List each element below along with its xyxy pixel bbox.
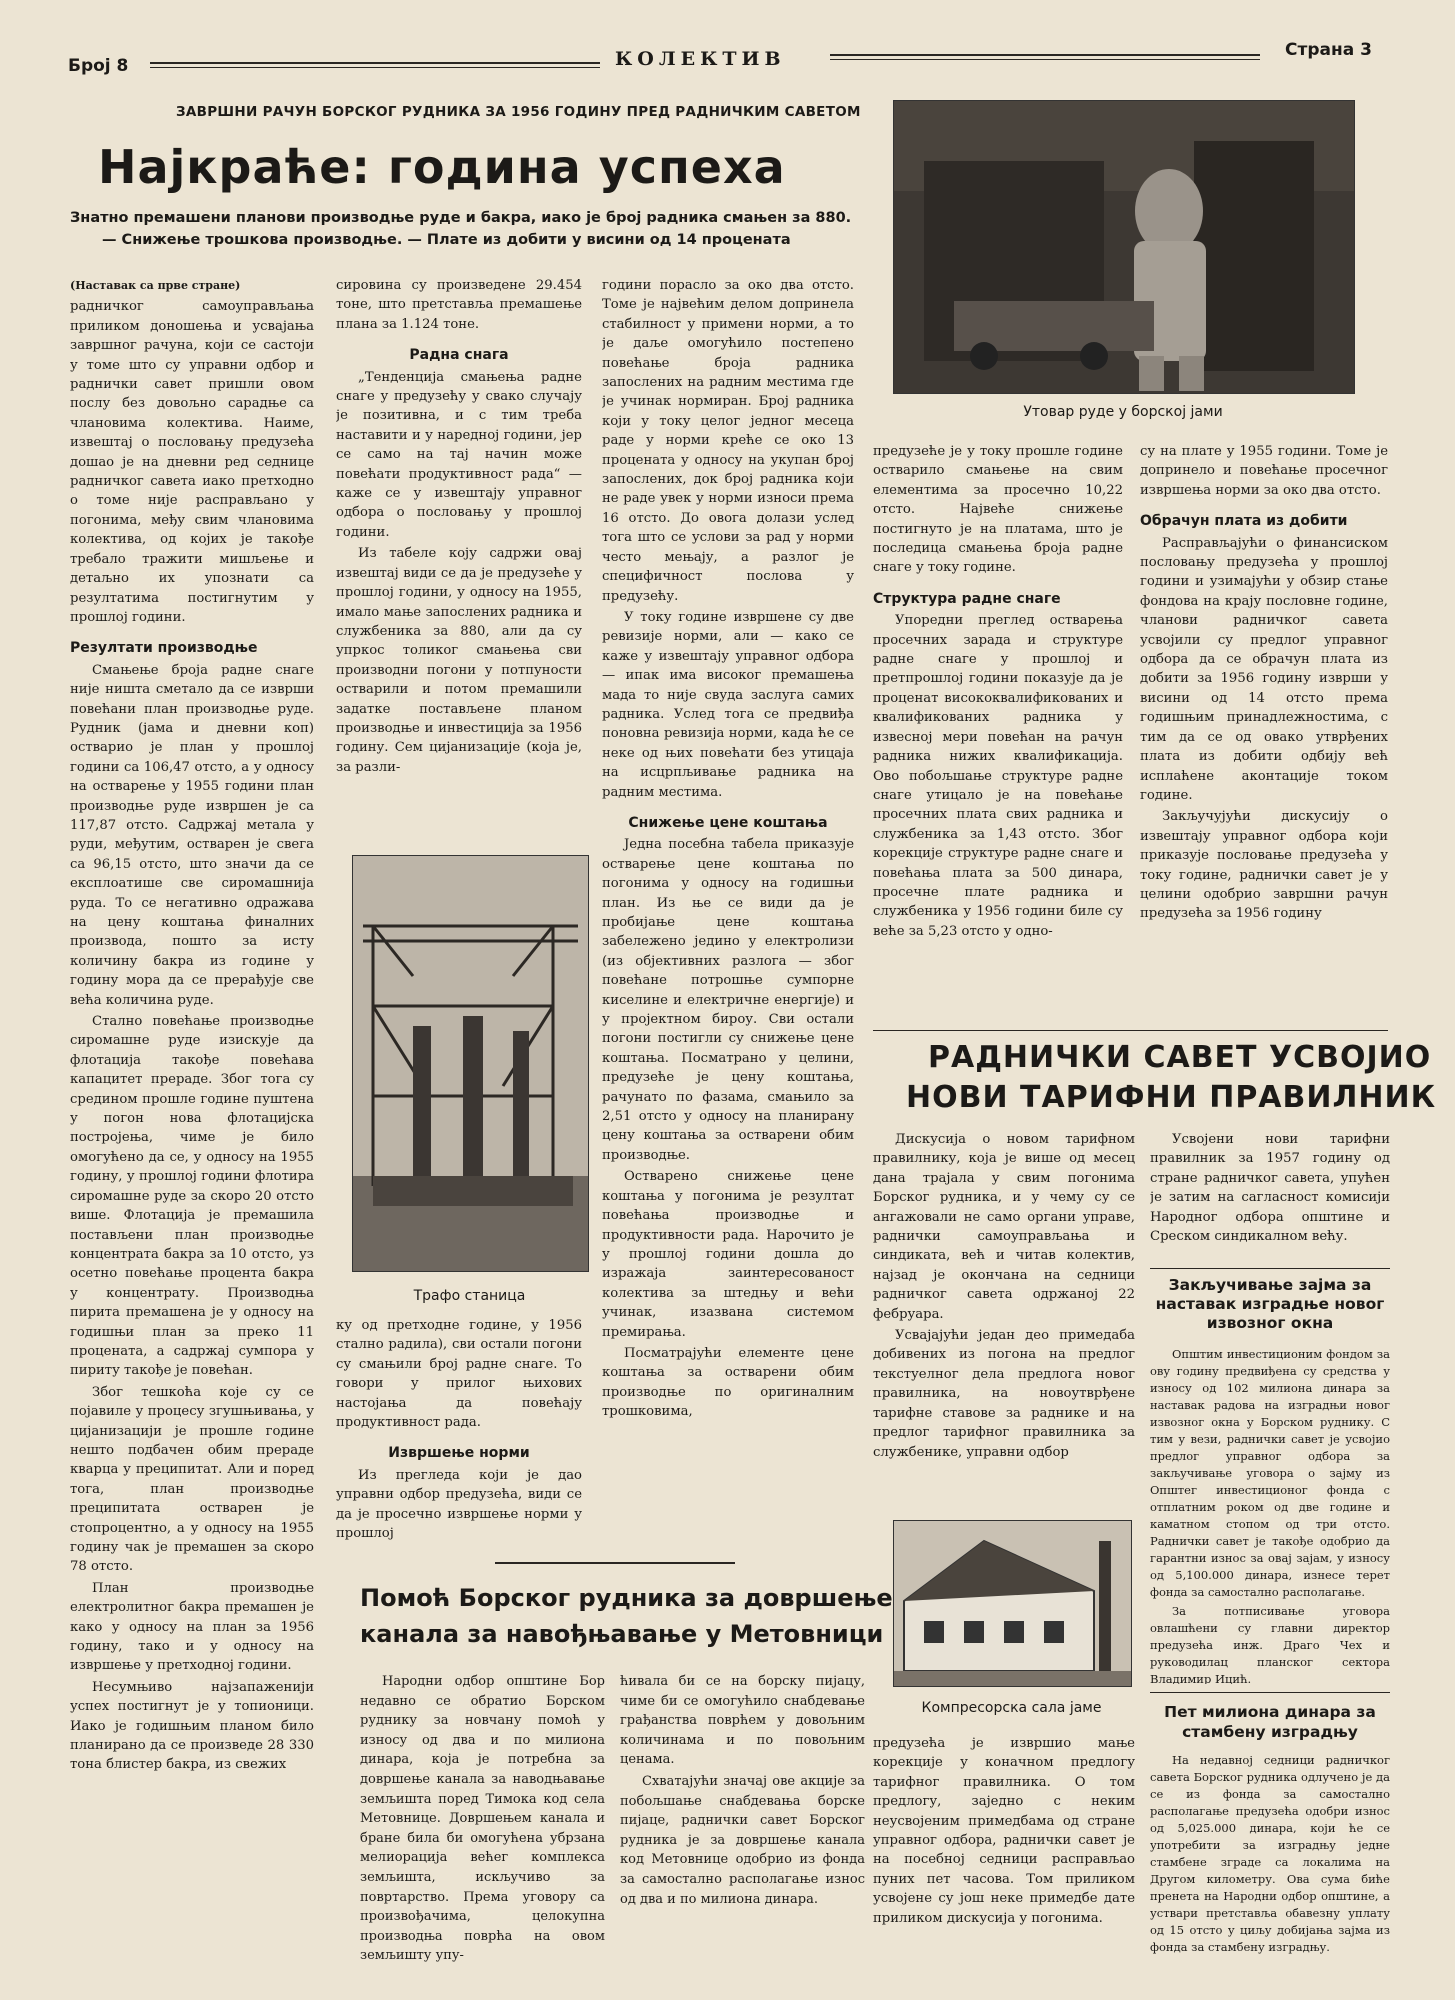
metovnica-c1: Народни одбор општине Бор недавно се обратио Борском руднику за новчану помоћ у износу од два и по милиона динара, која је потребна за довршење канала за наводњавање земљишта поред Тимока код села Метовнице. Довршењем канала и бране била би омогућена убрзана мелиорација већег комплекса земљишта, искључиво за повртарство. Према уговору са произвођачима, целокупна производња поврћа на овом земљишту упу- xyxy=(360,1674,605,1964)
metovnica-title-line-2: канала за навођњавање у Метовници xyxy=(360,1620,884,1648)
col2-p4: ку од претходне године, у 1956 стално радила), сви остали погони су смањили број радне снаге. То говори у прилог њихових настојања да повећају продуктивност рада. xyxy=(336,1318,582,1431)
photo-transformer-station xyxy=(352,855,589,1272)
subhead-labor-structure: Структура радне снаге xyxy=(873,590,1061,607)
main-column-4 xyxy=(873,442,1123,1024)
metovnica-title-line-1: Помоћ Борског рудника за довршење xyxy=(360,1584,893,1612)
housing-top-rule xyxy=(1150,1692,1390,1693)
col2-p5: Из прегледа који је дао управни одбор предузећа, види се да је просечно извршење норми у прошлој xyxy=(336,1467,582,1542)
tariff-p1: Дискусија о новом тарифном правилнику, која је више од месец дана трајала у свим погонима Борског рудника, и у чему су се ангажовали не само органи управе, раднички самоуправљања и синдиката, већ и читав колектив, најзад је окончана на седници радничког савета одржаној 22 фебруара. xyxy=(873,1132,1135,1322)
loan-p1: Општим инвестиционим фондом за ову годину предвиђена су средства у износу од 102 милиона динара за наставак радова на изградњи новог извозног окна у Борском руднику. С тим у вези, раднички савет је усвојио предлог управног одбора за закључивање уговора о зајму из Општег инвестиционог фонда с отплатним роком од две године и каматном стопом од три отсто. Раднички савет је такође одобрио да гарантни износ за овај зајам, у износу од 5,100.000 динара, изнесе терет фонда за самостално располагање. xyxy=(1150,1347,1390,1599)
header-rule-left xyxy=(150,62,600,64)
col3-p3: Једна посебна табела приказује остварење цене коштања по погонима у односу на годишњи план. Из ње се види да је пробијање цене коштања забележено једино у електролизи (из објективних разлога — због повећане потрошње сумпорне киселине и електричне енергије) и у пројектном бироу. Сви остали погони постигли су снижење цене коштања. Посматрано у целини, предузеће је цену коштања, рачунато по фазама, смањило за 2,51 отсто у односу на планирану цену коштања за остварени обим производње. xyxy=(602,837,854,1163)
metovnica-c2a: ћивала би се на борску пијацу, чиме би се омогућило снабдевање грађанства поврћем у довољним количинама и по повољним ценама. xyxy=(620,1674,865,1768)
tariff-p2: Усвајајући један део примедаба добивених из погона на предлог текстуелног дела предлога новог правилника, на новоутврђене тарифне ставове за раднике и на предлог тарифног правилника за службенике, управни одбор xyxy=(873,1328,1135,1460)
metovnica-column-1 xyxy=(360,1672,605,1990)
col4-p1: предузеће је у току прошле године остварило смањење на свим елементима за просечно 10,22 отсто. Највеће снижење постигнуто је на платама, што је последица смањења броја радне снаге у току године. xyxy=(873,444,1123,576)
col5-p3: Закључујући дискусију о извештају управног одбора који приказује пословање предузећа у току године, раднички савет је у целини одобрио завршни рачун предузећа за 1956 годину xyxy=(1140,809,1388,922)
metovnica-c2b: Схватајући значај ове акције за побољшање снабдевања борске пијаце, раднички савет Борског рудника је за довршење канала код Метовнице одобрио из фонда за самостално располагање износ од два и по милиона динара. xyxy=(620,1773,865,1907)
col4-p2: Упоредни преглед остварења просечних зарада и структуре радне снаге у прошлој и претпрошлој години показује да је проценат висококвалификованих и квалификованих радника у извесној мери повећан на рачун радника нижих квалификација. Ово побољшање структуре радне снаге утицало је на повећање просечних плата свих радника и службеника за 1,43 отсто. Због корекције структуре радне снаге и повећања плата за 500 динара, просечне плате радника и службеника у 1956 години биле су веће за 5,23 отсто у одно- xyxy=(873,613,1123,939)
transformer-station-image xyxy=(353,856,588,1271)
main-column-3 xyxy=(602,276,854,1556)
subhead-cost-reduction: Снижење цене коштања xyxy=(628,814,828,831)
metovnica-column-2 xyxy=(620,1672,865,1990)
main-column-2-bottom xyxy=(336,1316,582,1556)
subhead-profit-wages: Обрачун плата из добити xyxy=(1140,513,1348,530)
main-subtitle-1: Знатно премашени планови производње руде и бакра, иако је број радника смањен за 880. xyxy=(70,210,852,226)
header-rule-right-2 xyxy=(830,59,1260,60)
column-divider xyxy=(873,1030,1388,1031)
tariff-p3: предузећа је извршио мање корекције у коначном предлогу тарифног правилника. О том предлогу, заједно с неким неусвојеним примедбама од стране управног одбора, раднички савет је на посебној седници расправљао пуних пет часова. Том приликом усвојене су још неке примедбе дате приликом дискусија у погонима. xyxy=(873,1736,1135,1926)
photo-transformer-caption: Трафо станица xyxy=(413,1288,526,1304)
subhead-labor-force: Радна снага xyxy=(409,347,509,364)
photo-ore-loading-caption: Утовар руде у борској јами xyxy=(1023,404,1223,420)
loan-column xyxy=(1150,1346,1390,1684)
loan-top-rule xyxy=(1150,1268,1390,1269)
main-kicker: ЗАВРШНИ РАЧУН БОРСКОГ РУДНИКА ЗА 1956 ГОДИНУ ПРЕД РАДНИЧКИМ САВЕТОМ xyxy=(176,104,861,120)
housing-title: Пет милиона динара за стамбену изградњу xyxy=(1164,1703,1376,1741)
col1-p6: Несумњиво најзапаженији успех постигнут је у топионици. Иако је годишњим планом било планирано да се произведе 28 330 тона блистер бакра, из свежих xyxy=(70,1679,314,1773)
subhead-norm-fulfillment: Извршење норми xyxy=(388,1445,530,1462)
col2-p3: Из табеле коју садржи овај извештај види се да је предузеће у прошлој години, у односу на 1955, имало мање запослених радника и службеника за 880, али да су упркос толиког смањења сви производни погони у потпуности остварили и потом премашили задатке постављене планом производње и инвестиција за 1956 годину. Сем цијанизације (која је, за разли- xyxy=(336,546,582,775)
col3-p1: години порасло за око два отсто. Томе је највећим делом допринела стабилност у примени норми, а то је даље омогућило постепено повећање броја радника запослених на радним местима где је учинак нормиран. Број радника који у току целог једног месеца раде у норми креће се око 13 процената у односу на укупан број запослених, док број радника који не раде увек у норми износи према 16 отсто. До овога долази услед тога што се услови за рад у норми често мењају, а разлог је специфичност послова у предузећу. xyxy=(602,278,854,604)
loan-p2: За потписивање уговора овлашћени су главни директор предузећа инж. Драго Чех и руководилац планског сектора Владимир Ицић. xyxy=(1150,1604,1390,1684)
tariff-column-b xyxy=(1150,1130,1390,1260)
tariff-column-a-bottom xyxy=(873,1734,1135,1989)
main-column-5 xyxy=(1140,442,1388,1024)
ore-loading-image xyxy=(894,101,1354,393)
col3-p2: У току године извршене су две ревизије норми, али — како се каже у извештају управног одбора — ипак има високог премашења мада то није свуда заслуга самих радника. Услед тога се предвиђа поновна ревизија норми, када ће се неке од њих повећати без утицаја на исцрпљивање радника на радним местима. xyxy=(602,609,854,800)
subhead-production-results: Резултати производње xyxy=(70,640,258,657)
col1-p3: Стално повећање производње сиромашне руде изискује да флотација такође повећава капацитет прераде. Због тога су средином прошле године пуштена у погон нова флотацијска постројења, чиме је било омогућено да се, у односу на 1955 годину, у прошлој години флотира сиромашне руде за скоро 20 отсто више. Флотација је премашила постављени план производње концентрата бакра за 10 отсто, уз осетно повећање процента бакра у концентрату. Производња пирита премашена је у односу на годишњи план за преко 11 процената, а садржај сумпора у пириту такође је повећан. xyxy=(70,1014,314,1379)
header-rule-right xyxy=(830,54,1260,56)
col2-p1: сировина су произведене 29.454 тоне, што претставља премашење плана за 1.124 тоне. xyxy=(336,278,582,332)
col1-p5: План производње електролитног бакра премашен је како у односу на план за 1956 годину, тако и у односу на извршење у претходној години. xyxy=(70,1580,314,1674)
housing-column xyxy=(1150,1752,1390,1990)
main-column-1 xyxy=(70,276,314,1991)
header-rule-left-2 xyxy=(150,67,600,68)
page-number: Страна 3 xyxy=(1285,40,1372,60)
photo-compressor-hall xyxy=(893,1520,1132,1687)
photo-compressor-caption: Компресорска сала јаме xyxy=(921,1700,1102,1716)
main-title: Најкраће: година успеха xyxy=(98,140,786,194)
main-column-2-top xyxy=(336,276,582,836)
col3-p5: Посматрајући елементе цене коштања за остварени обим производње по оригиналним трошковима, xyxy=(602,1345,854,1420)
tariff-colb-p1: Усвојени нови тарифни правилник за 1957 годину од стране радничког савета, упућен је затим на сагласност комисији Народног одбора општине и Среском синдикалном већу. xyxy=(1150,1132,1390,1245)
col2-p2: „Тенденција смањења радне снаге у предузећу у свако случају је позитивна, и с тим треба наставити и у наредној години, јер се само на тај начин може повећати продуктивност рада“ — каже се у извештају управног одбора о пословању у прошлој години. xyxy=(336,369,582,540)
col1-p2: Смањење броја радне снаге није ништа сметало да се изврши повећани план производње руде. Рудник (јама и дневни коп) остварио је план у прошлој години са 106,47 отсто, а у односу на остварење у 1955 години план производње руде извршен је са 117,87 отсто. Садржај метала у руди, међутим, остварен је свега са 96,15 отсто, што значи да се експлоатише све сиромашнија руда. То се негативно одражава на цену коштања финалних производа, пошто за исту количину бакра из године у годину мора да се прерађује све већа количина руде. xyxy=(70,662,314,1008)
col3-p4: Остварено снижење цене коштања у погонима је резултат повећања производње и продуктивности рада. Нарочито је у прошлој години дошла до изражаја заинтересованост колектива за штедњу и већи учинак, изазвана системом премирања. xyxy=(602,1169,854,1340)
metovnica-top-rule xyxy=(495,1562,735,1564)
col5-p2: Расправљајући о финансиском пословању предузећа у прошлој години и узимајући у обзир стање фондова на крају пословне године, чланови радничког савета усвојили су предлог управног одбора да се обрачун плата из добити за 1956 годину изврши у висини од 14 отсто према годишњим принадлежностима, с тим да се од овако утврђених плата из добити одбију већ исплаћене аконтације током године. xyxy=(1140,535,1388,803)
loan-title: Закључивање зајма за наставак изградње новог извозног окна xyxy=(1155,1276,1385,1332)
col1-p1: радничког самоуправљања приликом доношења и усвајања завршног рачуна, који се састоји у томе што су управни одбор и раднички савет пришли овом послу без довољно сарадње са члановима колектива. Наиме, извештај о пословању предузећа дошао је на дневни ред седнице радничког савета иако претходно о томе није расправљано у погонима, међу свим члановима колектива, од којих је такође требало тражити мишљење и детаљно их упознати са резултатима постигнутим у прошлој години. xyxy=(70,299,314,625)
photo-ore-loading xyxy=(893,100,1355,394)
col5-p1: су на плате у 1955 години. Томе је допринело и повећање просечног извршења норми за око два отсто. xyxy=(1140,444,1388,498)
masthead: КОЛЕКТИВ xyxy=(615,48,786,70)
tariff-title-line-1: РАДНИЧКИ САВЕТ УСВОЈИО xyxy=(928,1040,1432,1075)
main-subtitle-2: — Снижење трошкова производње. — Плате из добити у висини од 14 процената xyxy=(102,232,791,248)
col1-p4: Због тешкоћа које су се појавиле у процесу згушњивања, у цијанизацији је прошле године нешто подбачен обим прераде кварца у преципитат. Али и поред тога, план производње преципитата остварен је стопроцентно, а у односу на 1955 годину чак је премашен за скоро 78 отсто. xyxy=(70,1384,314,1575)
tariff-title-line-2: НОВИ ТАРИФНИ ПРАВИЛНИК xyxy=(906,1080,1437,1115)
continued-note: (Наставак са прве стране) xyxy=(70,279,241,292)
tariff-column-a-top xyxy=(873,1130,1135,1500)
compressor-hall-image xyxy=(894,1521,1131,1686)
issue-number: Број 8 xyxy=(68,56,129,76)
housing-p1: На недавној седници радничког савета Борског рудника одлучено је да се из фонда за самостално располагање предузећа одобри износ од 5,025.000 динара, који ће се употребити за изградњу једне стамбене зграде са локалима на Другом километру. Ова сума биће пренета на Народни одбор општине, а уствари претставља обавезну уплату од 15 отсто у циљу добијања зајма из фонда за стамбену изградњу. xyxy=(1150,1753,1390,1954)
